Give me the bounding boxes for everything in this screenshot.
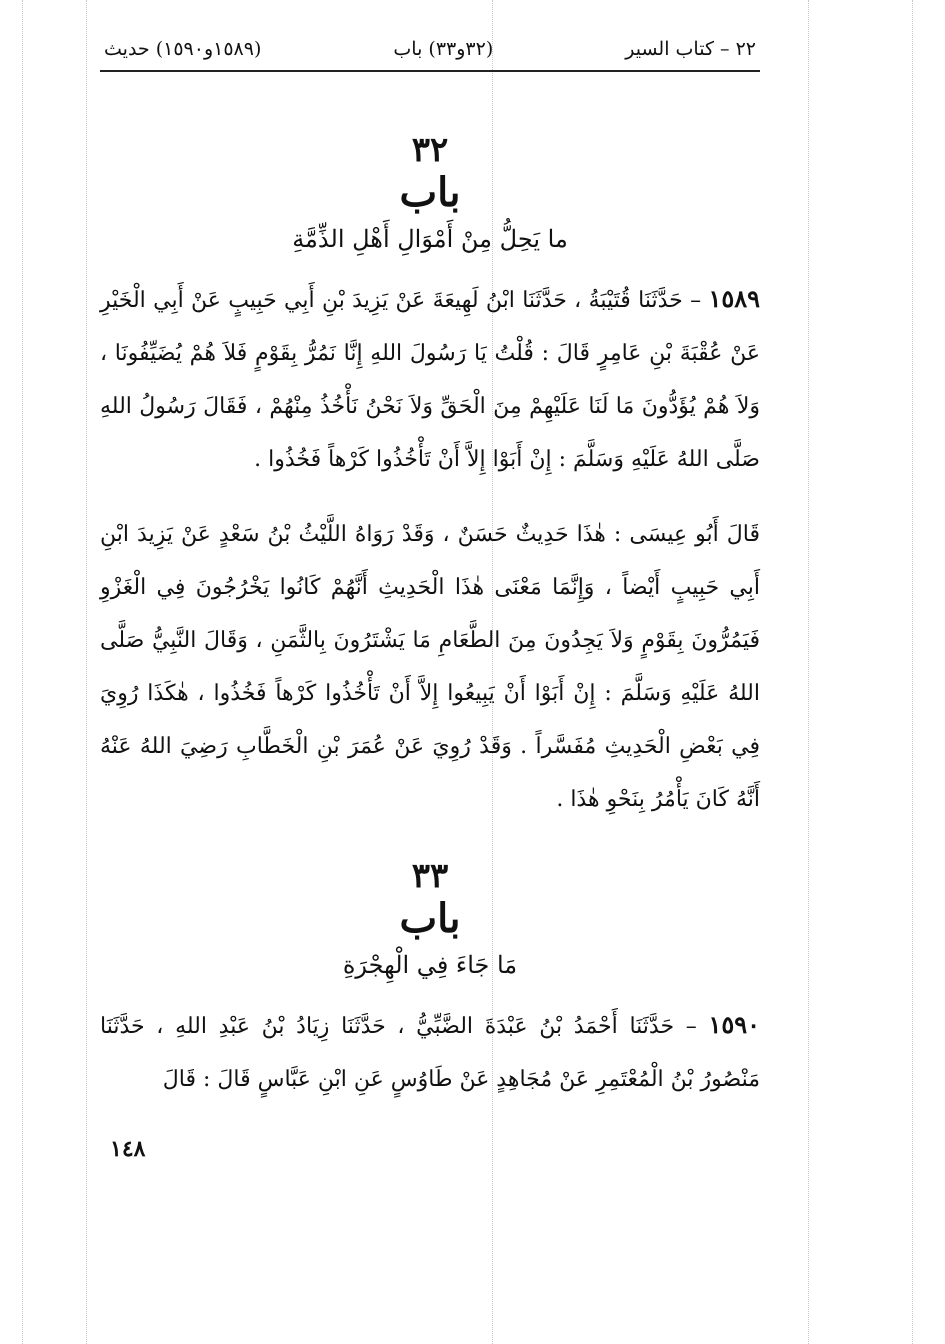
chapter-label: باب (399, 169, 461, 216)
running-header (100, 38, 760, 72)
hadith-separator: – (682, 288, 702, 313)
hadith-number: ١٥٨٩ (708, 284, 760, 313)
chapter-title: مَا جَاءَ فِي الْهِجْرَةِ (342, 951, 518, 979)
hadith-1589 (100, 272, 760, 486)
hadith-text: حَدَّثَنَا قُتَيْبَةُ ، حَدَّثَنَا ابْنُ لَهِيعَةَ عَنْ يَزِيدَ بْنِ أَبِي حَبِيبٍ عَنْ أَبِي الْخَيْرِ عَنْ عُقْبَةَ بْنِ عَامِرٍ قَالَ : قُلْتُ يَا رَسُولَ اللهِ إِنَّا نَمُرُّ بِقَوْمٍ فَلاَ هُمْ يُضَيِّفُونَا ، وَلاَ هُمْ يُؤَدُّونَ مَا لَنَا عَلَيْهِمْ مِنَ الْحَقِّ وَلاَ نَحْنُ نَأْخُذُ مِنْهُمْ ، فَقَالَ رَسُولُ اللهِ صَلَّى اللهُ عَلَيْهِ وَسَلَّمَ : إِنْ أَبَوْا إِلاَّ أَنْ تَأْخُذُوا كَرْهاً فَخُذُوا . (100, 288, 760, 472)
scan-guide-line (22, 0, 23, 1344)
chapter-heading-33 (100, 856, 760, 982)
header-book-title: ٢٢ – كتاب السير (625, 38, 756, 60)
hadith-text: حَدَّثَنَا أَحْمَدُ بْنُ عَبْدَةَ الضَّبِّيُّ ، حَدَّثَنَا زِيَادُ بْنُ عَبْدِ اللهِ ، حَدَّثَنَا مَنْصُورُ بْنُ الْمُعْتَمِرِ عَنْ مُجَاهِدٍ عَنْ طَاوُسٍ عَنِ ابْنِ عَبَّاسٍ قَالَ : قَالَ (100, 1014, 760, 1092)
chapter-title: ما يَحِلُّ مِنْ أَمْوَالِ أَهْلِ الذِّمَّةِ (292, 225, 568, 253)
hadith-separator: – (674, 1014, 697, 1039)
chapter-number: ٣٣ (411, 856, 449, 896)
scan-guide-line (86, 0, 87, 1344)
hadith-number: ١٥٩٠ (708, 1010, 760, 1039)
scan-guide-line (808, 0, 809, 1344)
scan-guide-line (912, 0, 913, 1344)
commentary-paragraph: قَالَ أَبُو عِيسَى : هٰذَا حَدِيثٌ حَسَنٌ ، وَقَدْ رَوَاهُ اللَّيْثُ بْنُ سَعْدٍ عَنْ يَزِيدَ ابْنِ أَبِي حَبِيبٍ أَيْضاً ، وَإِنَّمَا مَعْنَى هٰذَا الْحَدِيثِ أَنَّهُمْ كَانُوا يَخْرُجُونَ فِي الْغَزْوِ فَيَمُرُّونَ بِقَوْمٍ وَلاَ يَجِدُونَ مِنَ الطَّعَامِ مَا يَشْتَرُونَ بِالثَّمَنِ ، وَقَالَ النَّبِيُّ صَلَّى اللهُ عَلَيْهِ وَسَلَّمَ : إِنْ أَبَوْا أَنْ يَبِيعُوا إِلاَّ أَنْ تَأْخُذُوا كَرْهاً فَخُذُوا ، هٰكَذَا رُوِيَ فِي بَعْضِ الْحَدِيثِ مُفَسَّراً . وَقَدْ رُوِيَ عَنْ عُمَرَ بْنِ الْخَطَّابِ رَضِيَ اللهُ عَنْهُ أَنَّهُ كَانَ يَأْمُرُ بِنَحْوِ هٰذَا . (100, 522, 761, 812)
chapter-number: ٣٢ (411, 130, 449, 170)
page-number: ١٤٨ (110, 1136, 146, 1162)
header-hadith-range: (١٥٨٩و١٥٩٠) حديث (104, 38, 262, 60)
header-chapter-range: (٣٢و٣٣) باب (393, 38, 494, 60)
chapter-heading-32 (100, 130, 760, 256)
chapter-label: باب (399, 895, 461, 942)
book-page (100, 38, 760, 1162)
hadith-1590 (100, 998, 760, 1106)
